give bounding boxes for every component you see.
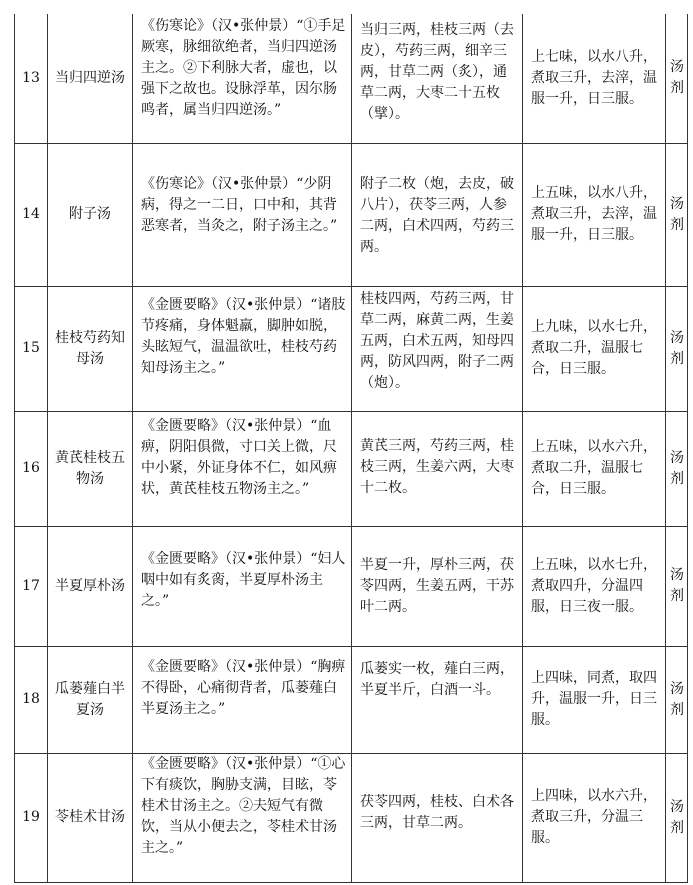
composition-text: 桂枝四两，芍药三两，甘草二两，麻黄二两，生姜五两，白术五两，知母四两，防风四两，附子二两（炮）。 — [352, 286, 523, 411]
table-row — [15, 14, 688, 143]
prescription-table — [14, 14, 688, 883]
dosage-form: 汤剂 — [666, 753, 688, 882]
source-text: 《伤寒论》（汉•张仲景）“少阴病，得之一二日，口中和，其背恶寒者，当灸之，附子汤主之。” — [133, 143, 352, 286]
composition-text: 黄芪三两，芍药三两，桂枝三两，生姜六两，大枣十二枚。 — [352, 411, 523, 526]
row-number: 17 — [15, 526, 48, 646]
dosage-form: 汤剂 — [666, 14, 688, 143]
prescription-name: 瓜蒌薤白半夏汤 — [48, 646, 133, 753]
method-text: 上七味，以水八升，煮取三升，去滓，温服一升，日三服。 — [523, 14, 666, 143]
composition-text: 半夏一升，厚朴三两，茯苓四两，生姜五两，干苏叶二两。 — [352, 526, 523, 646]
prescription-table-page — [14, 14, 687, 883]
source-text: 《伤寒论》（汉•张仲景）“①手足厥寒，脉细欲绝者，当归四逆汤主之。②下利脉大者，虚也，以强下之故也。设脉浮革，因尔肠鸣者，属当归四逆汤。” — [133, 14, 352, 143]
table-row — [15, 526, 688, 646]
row-number: 18 — [15, 646, 48, 753]
table-row — [15, 143, 688, 286]
row-number: 16 — [15, 411, 48, 526]
method-text: 上五味，以水七升，煮取四升，分温四服，日三夜一服。 — [523, 526, 666, 646]
prescription-name: 当归四逆汤 — [48, 14, 133, 143]
method-text: 上九味，以水七升，煮取二升，温服七合，日三服。 — [523, 286, 666, 411]
prescription-name: 黄芪桂枝五物汤 — [48, 411, 133, 526]
row-number: 14 — [15, 143, 48, 286]
table-row — [15, 753, 688, 882]
method-text: 上四味，以水六升，煮取三升，分温三服。 — [523, 753, 666, 882]
prescription-name: 附子汤 — [48, 143, 133, 286]
method-text: 上五味，以水六升，煮取二升，温服七合，日三服。 — [523, 411, 666, 526]
dosage-form: 汤剂 — [666, 286, 688, 411]
dosage-form: 汤剂 — [666, 411, 688, 526]
source-text: 《金匮要略》（汉•张仲景）“血痹，阴阳俱微，寸口关上微，尺中小紧，外证身体不仁，如风痹状，黄芪桂枝五物汤主之。” — [133, 411, 352, 526]
composition-text: 附子二枚（炮，去皮，破八片），茯苓三两，人参二两，白术四两，芍药三两。 — [352, 143, 523, 286]
table-row — [15, 286, 688, 411]
table-row — [15, 411, 688, 526]
dosage-form: 汤剂 — [666, 646, 688, 753]
row-number: 15 — [15, 286, 48, 411]
dosage-form: 汤剂 — [666, 143, 688, 286]
prescription-name: 半夏厚朴汤 — [48, 526, 133, 646]
dosage-form: 汤剂 — [666, 526, 688, 646]
prescription-name: 苓桂术甘汤 — [48, 753, 133, 882]
source-text: 《金匮要略》（汉•张仲景）“诸肢节疼痛，身体魁羸，脚肿如脱，头眩短气，温温欲吐，桂枝芍药知母汤主之。” — [133, 286, 352, 411]
source-text: 《金匮要略》（汉•张仲景）“①心下有痰饮，胸胁支满，目眩，苓桂术甘汤主之。②夫短气有微饮，当从小便去之，苓桂术甘汤主之。” — [133, 753, 352, 882]
table-row — [15, 646, 688, 753]
composition-text: 瓜蒌实一枚，薤白三两，半夏半斤，白酒一斗。 — [352, 646, 523, 753]
composition-text: 茯苓四两，桂枝、白术各三两，甘草二两。 — [352, 753, 523, 882]
composition-text: 当归三两，桂枝三两（去皮），芍药三两，细辛三两，甘草二两（炙），通草二两，大枣二十五枚（擘）。 — [352, 14, 523, 143]
row-number: 13 — [15, 14, 48, 143]
source-text: 《金匮要略》（汉•张仲景）“妇人咽中如有炙脔，半夏厚朴汤主之。” — [133, 526, 352, 646]
row-number: 19 — [15, 753, 48, 882]
prescription-name: 桂枝芍药知母汤 — [48, 286, 133, 411]
method-text: 上四味，同煮，取四升，温服一升，日三服。 — [523, 646, 666, 753]
source-text: 《金匮要略》（汉•张仲景）“胸痹不得卧，心痛彻背者，瓜蒌薤白半夏汤主之。” — [133, 646, 352, 753]
method-text: 上五味，以水八升，煮取三升，去滓，温服一升，日三服。 — [523, 143, 666, 286]
